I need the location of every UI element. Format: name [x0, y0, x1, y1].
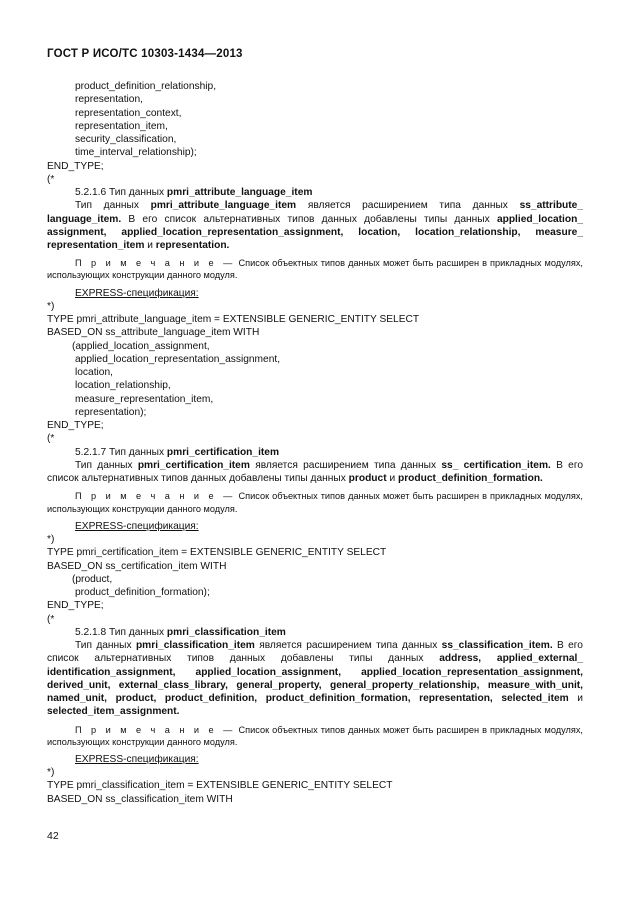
document-header: ГОСТ Р ИСО/ТС 10303-1434—2013	[47, 48, 243, 60]
code-line: location_relationship,	[75, 380, 171, 392]
code-end-type: END_TYPE;	[47, 160, 104, 172]
code-end-type: END_TYPE;	[47, 600, 104, 612]
code-line: BASED_ON ss_classification_item WITH	[47, 793, 233, 805]
note-text: Список объектных типов данных может быть расширен в прикладных модулях, использующих конструкции данного модуля.	[47, 491, 583, 514]
code-line: representation);	[75, 406, 147, 418]
comment-open: (*	[47, 433, 55, 445]
code-line: representation_item,	[75, 120, 168, 132]
express-label: EXPRESS-спецификация:	[75, 287, 199, 299]
comment-open: (*	[47, 613, 55, 625]
code-line: TYPE pmri_certification_item = EXTENSIBLE GENERIC_ENTITY SELECT	[47, 547, 387, 559]
code-line: (product,	[72, 573, 113, 585]
section-heading-5-2-1-8	[47, 626, 583, 639]
page-number: 42	[47, 830, 59, 842]
section-paragraph: Тип данных pmri_certification_item является расширением типа данных ss_ certification_item. В его список альтернативных типов данных добавлены типы данных product и product_definition_formation.	[47, 459, 583, 485]
code-line: TYPE pmri_classification_item = EXTENSIBLE GENERIC_ENTITY SELECT	[47, 780, 393, 792]
code-line: representation,	[75, 94, 143, 106]
note-text: Список объектных типов данных может быть расширен в прикладных модулях, использующих конструкции данного модуля.	[47, 258, 583, 281]
note-prefix: П р и м е ч а н и е —	[75, 258, 236, 269]
code-line: (applied_location_assignment,	[72, 340, 210, 352]
document-body	[47, 80, 583, 806]
code-line: product_definition_formation);	[75, 587, 210, 599]
code-line: time_interval_relationship);	[75, 147, 197, 159]
section-heading-5-2-1-7	[47, 446, 583, 459]
heading-name: pmri_classification_item	[166, 626, 286, 638]
note-prefix: П р и м е ч а н и е —	[75, 491, 236, 502]
code-line: BASED_ON ss_certification_item WITH	[47, 560, 227, 572]
code-line: TYPE pmri_attribute_language_item = EXTENSIBLE GENERIC_ENTITY SELECT	[47, 314, 420, 326]
code-line: representation_context,	[75, 107, 182, 119]
code-line: measure_representation_item,	[75, 393, 214, 405]
express-label: EXPRESS-спецификация:	[75, 753, 199, 765]
comment-close: *)	[47, 300, 55, 312]
heading-name: pmri_certification_item	[166, 446, 280, 458]
heading-number: 5.2.1.7 Тип данных	[75, 446, 165, 458]
code-line: product_definition_relationship,	[75, 81, 217, 92]
express-label: EXPRESS-спецификация:	[75, 520, 199, 532]
section-paragraph: Тип данных pmri_attribute_language_item является расширением типа данных ss_attribute_ language_item. В его список альтернативных типов данных добавлены типы данных applied_location_ assignment, applied_location_representation_assignment, location, location_relationship, measure_ representation_item и representation.	[47, 200, 584, 251]
heading-name: pmri_attribute_language_item	[166, 187, 313, 198]
comment-open: (*	[47, 173, 55, 185]
code-line: applied_location_representation_assignment,	[75, 353, 281, 365]
note	[47, 724, 583, 748]
code-line: BASED_ON ss_attribute_language_item WITH	[47, 327, 260, 339]
code-line: security_classification,	[75, 134, 177, 145]
comment-close: *)	[47, 767, 55, 779]
note-text: Список объектных типов данных может быть расширен в прикладных модулях, использующих конструкции данного модуля.	[47, 724, 583, 747]
code-end-type: END_TYPE;	[47, 420, 104, 432]
note	[47, 490, 583, 514]
heading-number: 5.2.1.6 Тип данных	[75, 187, 165, 198]
section-heading-5-2-1-6	[47, 186, 583, 199]
section-paragraph: Тип данных pmri_classification_item является расширением типа данных ss_classification_item. В его список альтернативных типов данных добавлены типы данных address, applied_external_ identification_assignment, applied_location_assignment, applied_location_representation_assignment, derived_unit, external_class_library, general_property, general_property_relationship, measure_with_unit, named_unit, product, product_definition, product_definition_formation, representation, selected_item и selected_item_assignment.	[47, 640, 583, 718]
note-prefix: П р и м е ч а н и е —	[75, 724, 236, 735]
note	[47, 257, 583, 281]
comment-close: *)	[47, 534, 55, 546]
code-line: location,	[75, 367, 113, 379]
heading-number: 5.2.1.8 Тип данных	[75, 626, 165, 638]
